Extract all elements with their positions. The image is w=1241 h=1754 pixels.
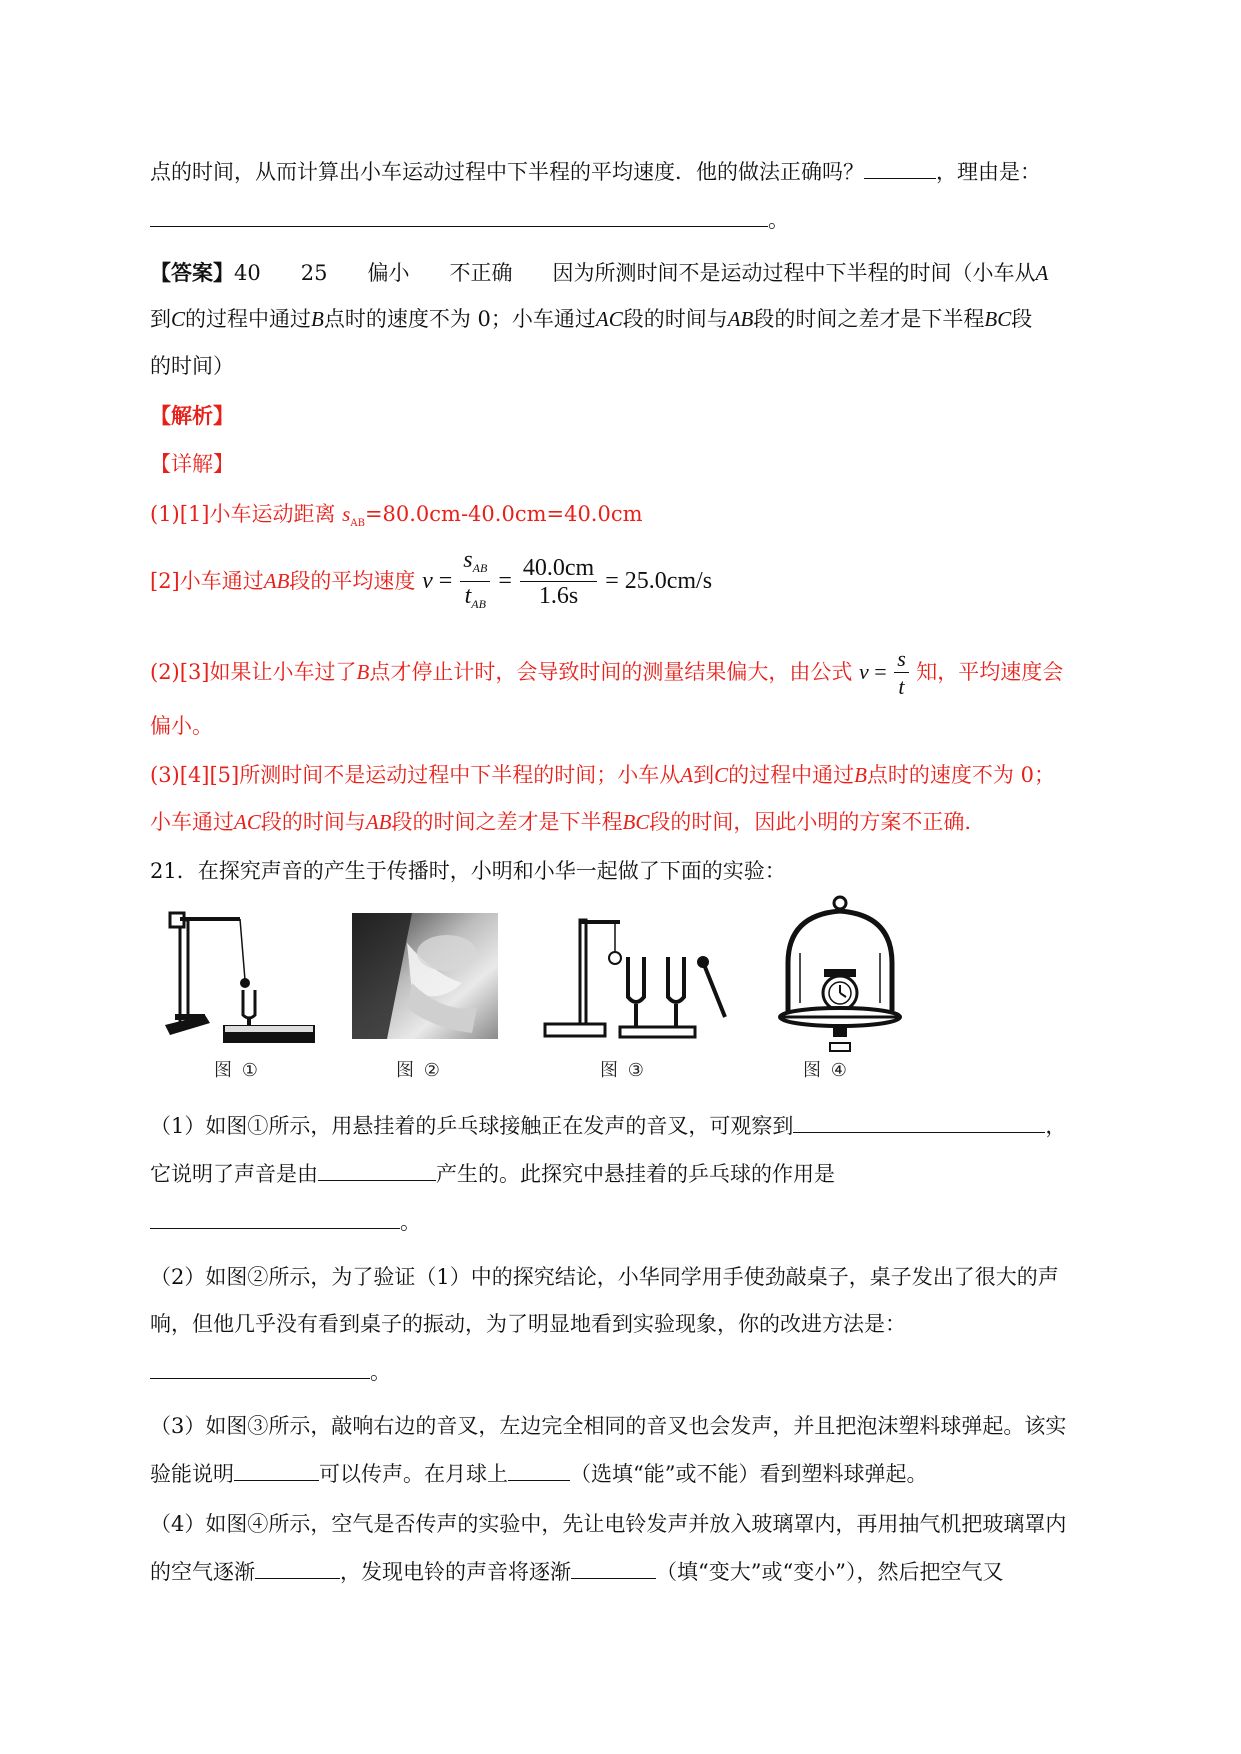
- answer-line-1: [150, 259, 1048, 287]
- solution-step-3-cont: [150, 712, 213, 740]
- sub-question-2-cont: 响，但他几乎没有看到桌子的振动，为了明显地看到实验现象，你的改进方法是：: [150, 1312, 906, 1336]
- question-21-title: 21．在探究声音的产生于传播时，小明和小华一起做了下面的实验：: [150, 859, 786, 883]
- question-text: ，: [1045, 1114, 1067, 1138]
- step-text: 的过程中通过: [728, 763, 855, 787]
- question-text: 验能说明: [150, 1462, 234, 1486]
- answer-line: [150, 206, 789, 234]
- symbol: t: [464, 582, 472, 609]
- question-text: （1）如图①所示，用悬挂着的乒乓球接触正在发声的音叉，可观察到: [150, 1114, 794, 1138]
- segment-label: AB: [727, 307, 754, 331]
- answer-blank: [150, 1358, 370, 1379]
- equals: =: [874, 659, 887, 684]
- question-text: 点的时间，从而计算出小车运动过程中下半程的平均速度．他的做法正确吗？: [150, 160, 864, 184]
- step-text: =80.0cm-40.0cm=40.0cm: [364, 502, 643, 526]
- answer-blank: [508, 1460, 570, 1481]
- segment-label: BC: [984, 307, 1012, 331]
- question-text: 。: [400, 1210, 421, 1234]
- figure-1-illustration: [165, 905, 320, 1045]
- answer-blank: [150, 206, 768, 227]
- segment-label: AB: [263, 569, 290, 593]
- solution-step-4-cont: [150, 808, 971, 836]
- step-text: 点时的速度不为 0；: [866, 763, 1055, 787]
- point-label: B: [854, 763, 867, 787]
- step-text: 段的时间，因此小明的方案不正确.: [649, 810, 972, 834]
- step-text: 段的时间之差才是下半程: [391, 810, 623, 834]
- step-text: 到: [693, 763, 715, 787]
- numerator: s: [894, 646, 909, 673]
- sub-question-1-cont: [150, 1208, 421, 1236]
- solution-step-4: [150, 761, 1055, 789]
- point-label: A: [680, 763, 694, 787]
- answer-line-2: [150, 305, 1032, 333]
- point-label: B: [311, 307, 324, 331]
- figure-caption-2: 图 ②: [396, 1060, 442, 1081]
- question-text: 可以传声。在月球上: [319, 1462, 508, 1486]
- answer-value: 25: [300, 261, 328, 285]
- fraction: [520, 555, 597, 610]
- answer-blank: [793, 1112, 1045, 1133]
- solution-step-3: [150, 642, 1063, 702]
- answer-blank: [318, 1160, 436, 1181]
- point-label: A: [1035, 261, 1049, 285]
- sub-question-2-cont: [150, 1358, 391, 1386]
- answer-text: 的过程中通过: [185, 307, 312, 331]
- analysis-label: 【解析】: [150, 403, 234, 428]
- answer-text: 段的时间之差才是下半程: [753, 307, 985, 331]
- answer-text: 到: [150, 307, 171, 331]
- question-line: [150, 158, 1041, 186]
- step-text: 段的平均速度: [289, 569, 416, 593]
- question-text: ，理由是：: [936, 160, 1041, 184]
- fraction: [894, 646, 909, 701]
- sub-question-4: （4）如图④所示，空气是否传声的实验中，先让电铃发声并放入玻璃罩内，再用抽气机把玻璃罩内: [150, 1512, 1067, 1536]
- answer-blank: [150, 1208, 400, 1229]
- step-text: 点才停止计时，会导致时间的测量结果偏大，由公式: [369, 660, 853, 684]
- segment-label: AC: [234, 810, 261, 834]
- question-text: 的空气逐渐: [150, 1560, 255, 1584]
- answer-text: 段的时间与: [622, 307, 728, 331]
- figure-2-photo: [352, 913, 498, 1039]
- step-text: 知，平均速度会: [916, 660, 1064, 684]
- fraction: [460, 547, 490, 618]
- segment-label: AB: [365, 810, 392, 834]
- sub-question-4-cont: [150, 1558, 1003, 1586]
- figure-4-illustration: [770, 893, 910, 1058]
- sub-question-3-cont: [150, 1460, 927, 1488]
- solution-step-2: [150, 546, 712, 616]
- answer-blank: [864, 158, 936, 179]
- step-text: (2)[3]如果让小车过了: [150, 660, 357, 684]
- step-text: 段的时间与: [260, 810, 366, 834]
- answer-value: 因为所测时间不是运动过程中下半程的时间（小车从: [552, 261, 1036, 285]
- solution-step-1: [150, 500, 643, 538]
- point-label: B: [356, 660, 370, 684]
- sub-question-1: [150, 1112, 1066, 1140]
- result: 25.0cm/s: [624, 568, 713, 594]
- answer-label: 【答案】: [150, 260, 234, 285]
- figure-caption-3: 图 ③: [600, 1060, 646, 1081]
- question-text: 它说明了声音是由: [150, 1162, 318, 1186]
- step-text: (1)[1]小车运动距离: [150, 502, 343, 526]
- subscript: AB: [350, 518, 365, 529]
- symbol: v: [422, 568, 433, 594]
- question-text: 产生的。此探究中悬挂着的乒乓球的作用是: [436, 1162, 835, 1186]
- answer-text: 点时的速度不为 0；小车通过: [323, 307, 596, 331]
- figure-caption-4: 图 ④: [803, 1060, 849, 1081]
- point-label: C: [171, 307, 186, 331]
- step-text: (3)[4][5]所测时间不是运动过程中下半程的时间；小车从: [150, 763, 681, 787]
- period: 。: [768, 208, 789, 232]
- equals: =: [438, 568, 453, 594]
- equals: =: [498, 568, 512, 594]
- segment-label: BC: [622, 810, 650, 834]
- symbol: v: [859, 659, 869, 684]
- answer-value: 40: [234, 261, 261, 285]
- question-text: （选填“能”或不能）看到塑料球弹起。: [570, 1462, 928, 1486]
- detail-label: 【详解】: [150, 452, 234, 476]
- question-text: （填“变大”或“变小”），然后把空气又: [656, 1560, 1004, 1584]
- step-text: [2]小车通过: [150, 569, 264, 593]
- step-text: 小车通过: [150, 810, 234, 834]
- point-label: C: [714, 763, 729, 787]
- answer-blank: [234, 1460, 319, 1481]
- question-text: 。: [370, 1360, 391, 1384]
- answer-line-3: [150, 352, 234, 380]
- subscript: AB: [472, 560, 488, 575]
- subscript: AB: [471, 596, 486, 611]
- figure-3-illustration: [540, 912, 740, 1042]
- equals: =: [605, 568, 619, 594]
- symbol: s: [342, 502, 351, 526]
- sub-question-2: （2）如图②所示，为了验证（1）中的探究结论，小华同学用手使劲敲桌子，桌子发出了很大的声: [150, 1265, 1059, 1289]
- answer-blank: [255, 1558, 340, 1579]
- answer-text: 段: [1011, 307, 1033, 331]
- figure-caption-1: 图 ①: [214, 1060, 260, 1081]
- answer-value: 偏小: [367, 261, 410, 285]
- denominator: t: [898, 674, 905, 700]
- sub-question-1-cont: [150, 1160, 835, 1188]
- answer-blank: [571, 1558, 656, 1579]
- segment-label: AC: [595, 307, 623, 331]
- answer-text: 的时间）: [150, 354, 234, 378]
- sub-question-3: （3）如图③所示，敲响右边的音叉，左边完全相同的音叉也会发声，并且把泡沫塑料球弹起。该实: [150, 1414, 1067, 1438]
- denominator: 1.6s: [538, 582, 579, 609]
- step-text: 偏小。: [150, 714, 213, 738]
- symbol: s: [463, 546, 473, 573]
- numerator: 40.0cm: [520, 555, 597, 582]
- question-text: ，发现电铃的声音将逐渐: [340, 1560, 571, 1584]
- answer-value: 不正确: [449, 261, 513, 285]
